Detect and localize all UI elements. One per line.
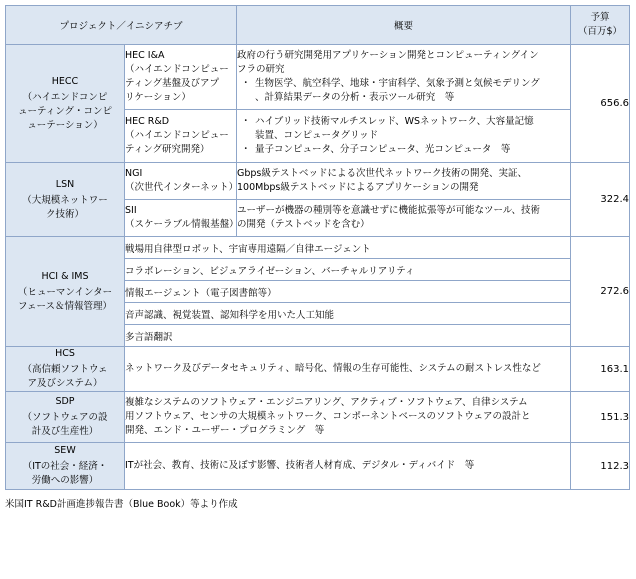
table-row xyxy=(6,237,630,259)
area-hci: HCI & IMS （ヒューマンインター フェース＆情報管理） xyxy=(6,237,125,347)
header-row xyxy=(6,6,630,45)
area-sew: SEW （ITの社会・経済・ 労働への影響） xyxy=(6,443,125,490)
table-row xyxy=(6,45,630,110)
list-item: 戦場用自律型ロボット、宇宙専用遠隔／自律エージェント xyxy=(125,237,571,259)
source-note: 米国IT R&D計画進捗報告書（Blue Book）等より作成 xyxy=(5,499,238,510)
overview-sdp: 複雑なシステムのソフトウェア・エンジニアリング、アクティブ・ソフトウェア、自律システム 用ソフトウェア、センサの大規模ネットワーク、コンポーネントベースのソフトウェアの設計と 開発、エンド・ユーザー・プログラミング 等 xyxy=(125,392,571,443)
area-sdp: SDP （ソフトウェアの設 計及び生産性） xyxy=(6,392,125,443)
sub-sii: SII （スケーラブル情報基盤） xyxy=(125,200,237,237)
overview-hec-ia: 政府の行う研究開発用アプリケーション開発とコンピューティングイン フラの研究 ・ 生物医学、航空科学、地球・宇宙科学、気象予測と気候モデリング 、計算結果データの分析・表示ツール研究 等 xyxy=(237,45,571,110)
overview-ngi: Gbps級テストベッドによる次世代ネットワーク技術の開発、実証、 100Mbps級テストベッドによるアプリケーションの開発 xyxy=(237,163,571,200)
list-item: コラボレーション、ビジュアライゼーション、バーチャルリアリティ xyxy=(125,259,571,281)
sub-hec-rd: HEC R&D （ハイエンドコンピュー ティング研究開発） xyxy=(125,110,237,163)
header-budget: 予算 （百万$） xyxy=(571,6,630,45)
table-row xyxy=(6,163,630,200)
sub-hec-ia: HEC I&A （ハイエンドコンピュー ティング基盤及びアプ リケーション） xyxy=(125,45,237,110)
budget-sdp: 151.3 xyxy=(571,392,630,443)
area-hcs: HCS （高信頼ソフトウェ ア及びシステム） xyxy=(6,347,125,392)
budget-table xyxy=(5,5,630,490)
area-hecc: HECC （ハイエンドコンピ ューティング・コンピ ューテーション） xyxy=(6,45,125,163)
header-overview: 概要 xyxy=(237,6,571,45)
table-row xyxy=(6,347,630,392)
overview-hec-rd: ・ ハイブリッド技術マルチスレッド、WSネットワーク、大容量記憶 装置、コンピュータグリッド ・ 量子コンピュータ、分子コンピュータ、光コンピュータ 等 xyxy=(237,110,571,163)
sub-ngi: NGI （次世代インターネット） xyxy=(125,163,237,200)
budget-hcs: 163.1 xyxy=(571,347,630,392)
list-item: 情報エージェント（電子図書館等） xyxy=(125,281,571,303)
header-project: プロジェクト／イニシアチブ xyxy=(6,6,237,45)
list-item: 音声認識、視覚装置、認知科学を用いた人工知能 xyxy=(125,303,571,325)
budget-hci: 272.6 xyxy=(571,237,630,347)
list-item: 多言語翻訳 xyxy=(125,325,571,347)
overview-hcs: ネットワーク及びデータセキュリティ、暗号化、情報の生存可能性、システムの耐ストレス性など xyxy=(125,347,571,392)
budget-sew: 112.3 xyxy=(571,443,630,490)
budget-lsn: 322.4 xyxy=(571,163,630,237)
overview-sew: ITが社会、教育、技術に及ぼす影響、技術者人材育成、デジタル・ディバイド 等 xyxy=(125,443,571,490)
budget-hecc: 656.6 xyxy=(571,45,630,163)
table-row xyxy=(6,443,630,490)
table-row xyxy=(6,392,630,443)
overview-sii: ユーザーが機器の種別等を意識せずに機能拡張等が可能なツール、技術 の開発（テストベッドを含む） xyxy=(237,200,571,237)
table-container xyxy=(5,5,629,510)
area-lsn: LSN （大規模ネットワー ク技術） xyxy=(6,163,125,237)
